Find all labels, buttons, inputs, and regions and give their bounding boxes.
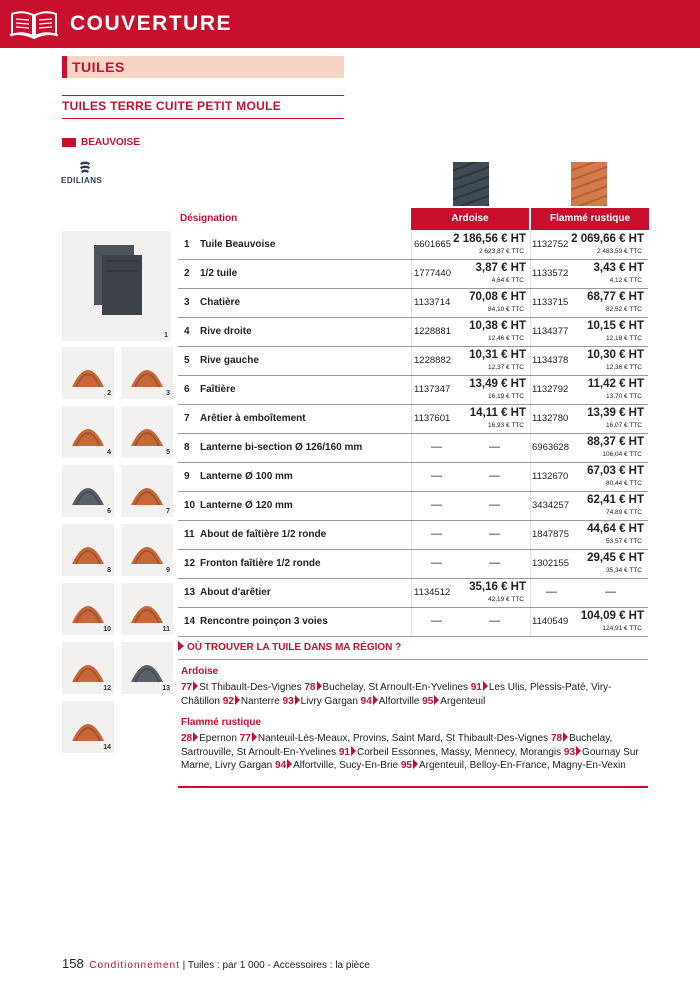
table-row [178, 579, 648, 608]
empty-cell: — [605, 586, 616, 598]
row-designation: Fronton faîtière 1/2 ronde [200, 558, 321, 569]
product-family-title: TUILES TERRE CUITE PETIT MOULE [62, 99, 282, 113]
section-title: TUILES [72, 59, 125, 75]
logo-text: EDILIANS [61, 176, 103, 185]
row-designation: Rencontre poinçon 3 voies [200, 616, 328, 627]
price-ttc: 16,07 € TTC [605, 422, 642, 429]
price-ht: 70,08 € HT [469, 291, 526, 303]
row-number: 13 [184, 587, 196, 598]
row-designation: About d'arêtier [200, 587, 271, 598]
department-number: 78 [304, 682, 316, 693]
row-number: 2 [184, 268, 190, 279]
row-designation: Arêtier à emboîtement [200, 413, 306, 424]
triangle-icon [317, 681, 322, 691]
thumbnail-number: 12 [103, 685, 111, 692]
price-ht: 10,31 € HT [469, 349, 526, 361]
row-designation: 1/2 tuile [200, 268, 238, 279]
price-ht: 62,41 € HT [587, 494, 644, 506]
ardoise-code: 1134512 [414, 587, 451, 598]
price-ttc: 12,37 € TTC [487, 364, 524, 371]
table-row [178, 376, 648, 405]
row-number: 9 [184, 471, 190, 482]
price-ht: 13,49 € HT [469, 378, 526, 390]
region-cities: Nanteuil-Lès-Meaux, Provins, Saint Mard, St Thibault-Des-Vignes [257, 733, 549, 744]
table-row [178, 492, 648, 521]
thumbnail-number: 5 [166, 449, 170, 456]
triangle-icon [287, 759, 292, 769]
department-number: 95 [422, 695, 434, 707]
price-ttc: 106,04 € TTC [602, 451, 642, 458]
price-ht: 13,39 € HT [587, 407, 644, 419]
triangle-icon [351, 746, 356, 756]
ardoise-code: 1137347 [414, 384, 451, 395]
region-cities: Gournay Sur Marne, Livry Gargan [181, 746, 639, 771]
region-cities: St Thibault-Des-Vignes [199, 682, 302, 693]
triangle-icon [483, 681, 488, 691]
price-ht: 11,42 € HT [587, 378, 644, 390]
region-cities: Argenteuil, Belloy-En-France, Magny-En-Vexin [419, 760, 626, 771]
price-ht: 88,37 € HT [587, 436, 644, 448]
region-cities: Les Ulis, Plessis-Paté, Viry-Châtillon [181, 682, 612, 707]
department-number: 77 [181, 682, 193, 693]
price-ttc: 124,91 € TTC [602, 625, 642, 632]
ardoise-swatch [453, 162, 489, 206]
product-name: BEAUVOISE [81, 137, 140, 148]
price-ht: 10,30 € HT [587, 349, 644, 361]
page-footer [62, 956, 370, 971]
department-number: 91 [338, 746, 350, 758]
flamme-header: Flammé rustique [531, 208, 649, 230]
flamme-code: 1847875 [532, 529, 569, 540]
triangle-icon [235, 695, 240, 705]
price-ht: 10,38 € HT [469, 320, 526, 332]
row-designation: Faîtière [200, 384, 236, 395]
row-designation: Tuile Beauvoise [200, 239, 276, 250]
empty-cell: — [489, 615, 500, 627]
row-designation: Lanterne Ø 120 mm [200, 500, 293, 511]
triangle-icon [434, 695, 439, 705]
triangle-icon [563, 732, 568, 742]
open-book-icon [8, 8, 60, 40]
flamme-code: 1132670 [532, 471, 569, 482]
triangle-icon [373, 695, 378, 705]
price-ttc: 4,12 € TTC [609, 277, 642, 284]
row-number: 4 [184, 326, 190, 337]
flamme-code: 1134378 [532, 355, 569, 366]
ardoise-code: 1133714 [414, 297, 451, 308]
price-ttc: 84,10 € TTC [487, 306, 524, 313]
product-image [62, 231, 171, 341]
designation-header: Désignation [180, 213, 238, 224]
flamme-code: 1134377 [532, 326, 569, 337]
region-cities: Livry Gargan [300, 695, 358, 707]
department-number: 93 [282, 695, 294, 707]
price-ttc: 42,19 € TTC [487, 596, 524, 603]
table-row [178, 608, 648, 637]
row-designation: Lanterne bi-section Ø 126/160 mm [200, 442, 363, 453]
region-cities: Buchelay, St Arnoult-En-Yvelines [322, 682, 468, 693]
department-number: 77 [239, 733, 251, 744]
thumbnail-number: 4 [107, 449, 111, 456]
row-number: 5 [184, 355, 190, 366]
row-number: 6 [184, 384, 190, 395]
flamme-code: 6963628 [532, 442, 569, 453]
empty-cell: — [431, 557, 442, 569]
thumbnail-number: 3 [166, 390, 170, 397]
price-ttc: 12,36 € TTC [605, 364, 642, 371]
thumbnail-number: 14 [103, 744, 111, 751]
table-row [178, 260, 648, 289]
product-image [62, 701, 114, 753]
flamme-region-title: Flammé rustique [181, 717, 262, 728]
row-number: 10 [184, 500, 196, 511]
region-cities: Epernon [199, 733, 237, 744]
price-ht: 67,03 € HT [587, 465, 644, 477]
ardoise-region-title: Ardoise [181, 666, 219, 677]
product-image [121, 642, 173, 694]
price-ht: 3,43 € HT [593, 262, 644, 274]
tile-image-icon [62, 231, 171, 341]
product-image [121, 583, 173, 635]
region-cities: Alfortville, Sucy-En-Brie [293, 760, 399, 771]
department-number: 78 [550, 733, 563, 744]
thumbnail-number: 9 [166, 567, 170, 574]
price-ht: 2 186,56 € HT [453, 233, 526, 245]
divider [178, 659, 648, 660]
row-designation: Lanterne Ø 100 mm [200, 471, 293, 482]
region-cities: Argenteuil [440, 695, 486, 707]
product-image [62, 347, 114, 399]
region-cities: Corbeil Essonnes, Massy, Mennecy, Morangis [356, 746, 562, 758]
table-row [178, 463, 648, 492]
row-designation: Chatière [200, 297, 241, 308]
price-ttc: 74,89 € TTC [605, 509, 642, 516]
table-row [178, 405, 648, 434]
empty-cell: — [431, 499, 442, 511]
row-number: 8 [184, 442, 190, 453]
department-number: 94 [360, 695, 372, 707]
price-ttc: 16,93 € TTC [487, 422, 524, 429]
table-row [178, 289, 648, 318]
row-number: 7 [184, 413, 190, 424]
divider [62, 118, 344, 119]
thumbnail-number: 1 [164, 332, 168, 339]
ardoise-code: 1228881 [414, 326, 451, 337]
empty-cell: — [546, 586, 557, 598]
ardoise-region-list [181, 681, 647, 708]
empty-cell: — [431, 528, 442, 540]
empty-cell: — [431, 615, 442, 627]
price-ht: 2 069,66 € HT [571, 233, 644, 245]
price-ttc: 53,57 € TTC [605, 538, 642, 545]
triangle-icon [576, 746, 581, 756]
conditionnement-label: Conditionnement [89, 960, 180, 971]
flamme-code: 1302155 [532, 558, 569, 569]
product-image [121, 347, 173, 399]
flamme-code: 1133572 [532, 268, 569, 279]
header-bar [0, 0, 700, 48]
flamme-code: 1133715 [532, 297, 569, 308]
price-ttc: 13,70 € TTC [605, 393, 642, 400]
thumbnail-number: 13 [162, 685, 170, 692]
flamme-swatch [571, 162, 607, 206]
empty-cell: — [489, 499, 500, 511]
ardoise-code: 1228882 [414, 355, 451, 366]
price-ht: 68,77 € HT [587, 291, 644, 303]
price-ttc: 4,64 € TTC [491, 277, 524, 284]
price-ht: 44,64 € HT [587, 523, 644, 535]
empty-cell: — [431, 441, 442, 453]
price-ttc: 2 623,87 € TTC [478, 248, 524, 255]
price-table [178, 231, 648, 637]
product-image [121, 406, 173, 458]
row-number: 3 [184, 297, 190, 308]
row-designation: Rive gauche [200, 355, 259, 366]
price-ttc: 82,52 € TTC [605, 306, 642, 313]
empty-cell: — [431, 470, 442, 482]
table-row [178, 550, 648, 579]
brand-marker [62, 138, 76, 147]
ardoise-code: 1777440 [414, 268, 451, 279]
row-number: 12 [184, 558, 196, 569]
product-image [62, 524, 114, 576]
table-row [178, 521, 648, 550]
product-image [121, 465, 173, 517]
logo-mark-icon [78, 160, 92, 174]
ardoise-code: 6601665 [414, 239, 451, 250]
row-number: 11 [184, 529, 195, 540]
row-number: 14 [184, 616, 196, 627]
department-number: 28 [181, 733, 193, 744]
thumbnail-number: 8 [107, 567, 111, 574]
section-band [62, 56, 344, 78]
flamme-region-list [181, 732, 647, 773]
where-title: OÙ TROUVER LA TUILE DANS MA RÉGION ? [187, 642, 402, 653]
page-number: 158 [62, 956, 84, 971]
table-row [178, 434, 648, 463]
product-image [62, 465, 114, 517]
department-number: 94 [274, 760, 287, 771]
empty-cell: — [489, 557, 500, 569]
product-image [62, 642, 114, 694]
thumbnail-number: 6 [107, 508, 111, 515]
price-ht: 35,16 € HT [469, 581, 526, 593]
thumbnail-number: 2 [107, 390, 111, 397]
triangle-icon [295, 695, 300, 705]
price-ttc: 16,19 € TTC [487, 393, 524, 400]
conditionnement-details: | Tuiles : par 1 000 - Accessoires : la pièce [182, 960, 370, 971]
region-cities: Buchelay, Sartrouville, St Arnoult-En-Yvelines [181, 733, 613, 758]
price-ttc: 12,46 € TTC [487, 335, 524, 342]
table-row [178, 347, 648, 376]
band-accent [62, 56, 67, 78]
flamme-code: 3434257 [532, 500, 569, 511]
price-ttc: 12,18 € TTC [605, 335, 642, 342]
page-title: COUVERTURE [70, 12, 233, 35]
flamme-code: 1132780 [532, 413, 569, 424]
ardoise-code: 1137601 [414, 413, 451, 424]
department-number: 91 [470, 682, 482, 693]
empty-cell: — [489, 470, 500, 482]
price-ht: 14,11 € HT [469, 407, 526, 419]
department-number: 95 [400, 760, 412, 771]
price-ht: 10,15 € HT [587, 320, 644, 332]
price-ht: 3,87 € HT [475, 262, 526, 274]
thumbnail-number: 7 [166, 508, 170, 515]
department-number: 93 [563, 746, 576, 758]
thumbnail-number: 10 [103, 626, 111, 633]
product-image [62, 406, 114, 458]
edilians-logo [60, 160, 112, 186]
empty-cell: — [489, 528, 500, 540]
divider [62, 95, 344, 96]
price-ht: 29,45 € HT [587, 552, 644, 564]
region-cities: Nanterre [240, 695, 280, 707]
flamme-code: 1132792 [532, 384, 569, 395]
row-designation: About de faîtière 1/2 ronde [200, 529, 327, 540]
triangle-icon [178, 641, 184, 651]
triangle-icon [413, 759, 418, 769]
table-row [178, 318, 648, 347]
triangle-icon [193, 681, 198, 691]
price-ttc: 80,44 € TTC [605, 480, 642, 487]
department-number: 92 [222, 695, 234, 707]
product-image [62, 583, 114, 635]
product-image [121, 524, 173, 576]
row-designation: Rive droite [200, 326, 252, 337]
thumbnail-number: 11 [162, 626, 170, 633]
empty-cell: — [489, 441, 500, 453]
flamme-code: 1140549 [532, 616, 569, 627]
row-number: 1 [184, 239, 190, 250]
where-to-find [178, 641, 401, 653]
flamme-code: 1132752 [532, 239, 569, 250]
price-ttc: 2 483,59 € TTC [596, 248, 642, 255]
price-ttc: 35,34 € TTC [605, 567, 642, 574]
divider [178, 786, 648, 788]
ardoise-header: Ardoise [411, 208, 529, 230]
table-row [178, 231, 648, 260]
triangle-icon [252, 732, 257, 742]
price-ht: 104,09 € HT [580, 610, 644, 622]
triangle-icon [193, 732, 198, 742]
region-cities: Alfortville [378, 695, 420, 707]
